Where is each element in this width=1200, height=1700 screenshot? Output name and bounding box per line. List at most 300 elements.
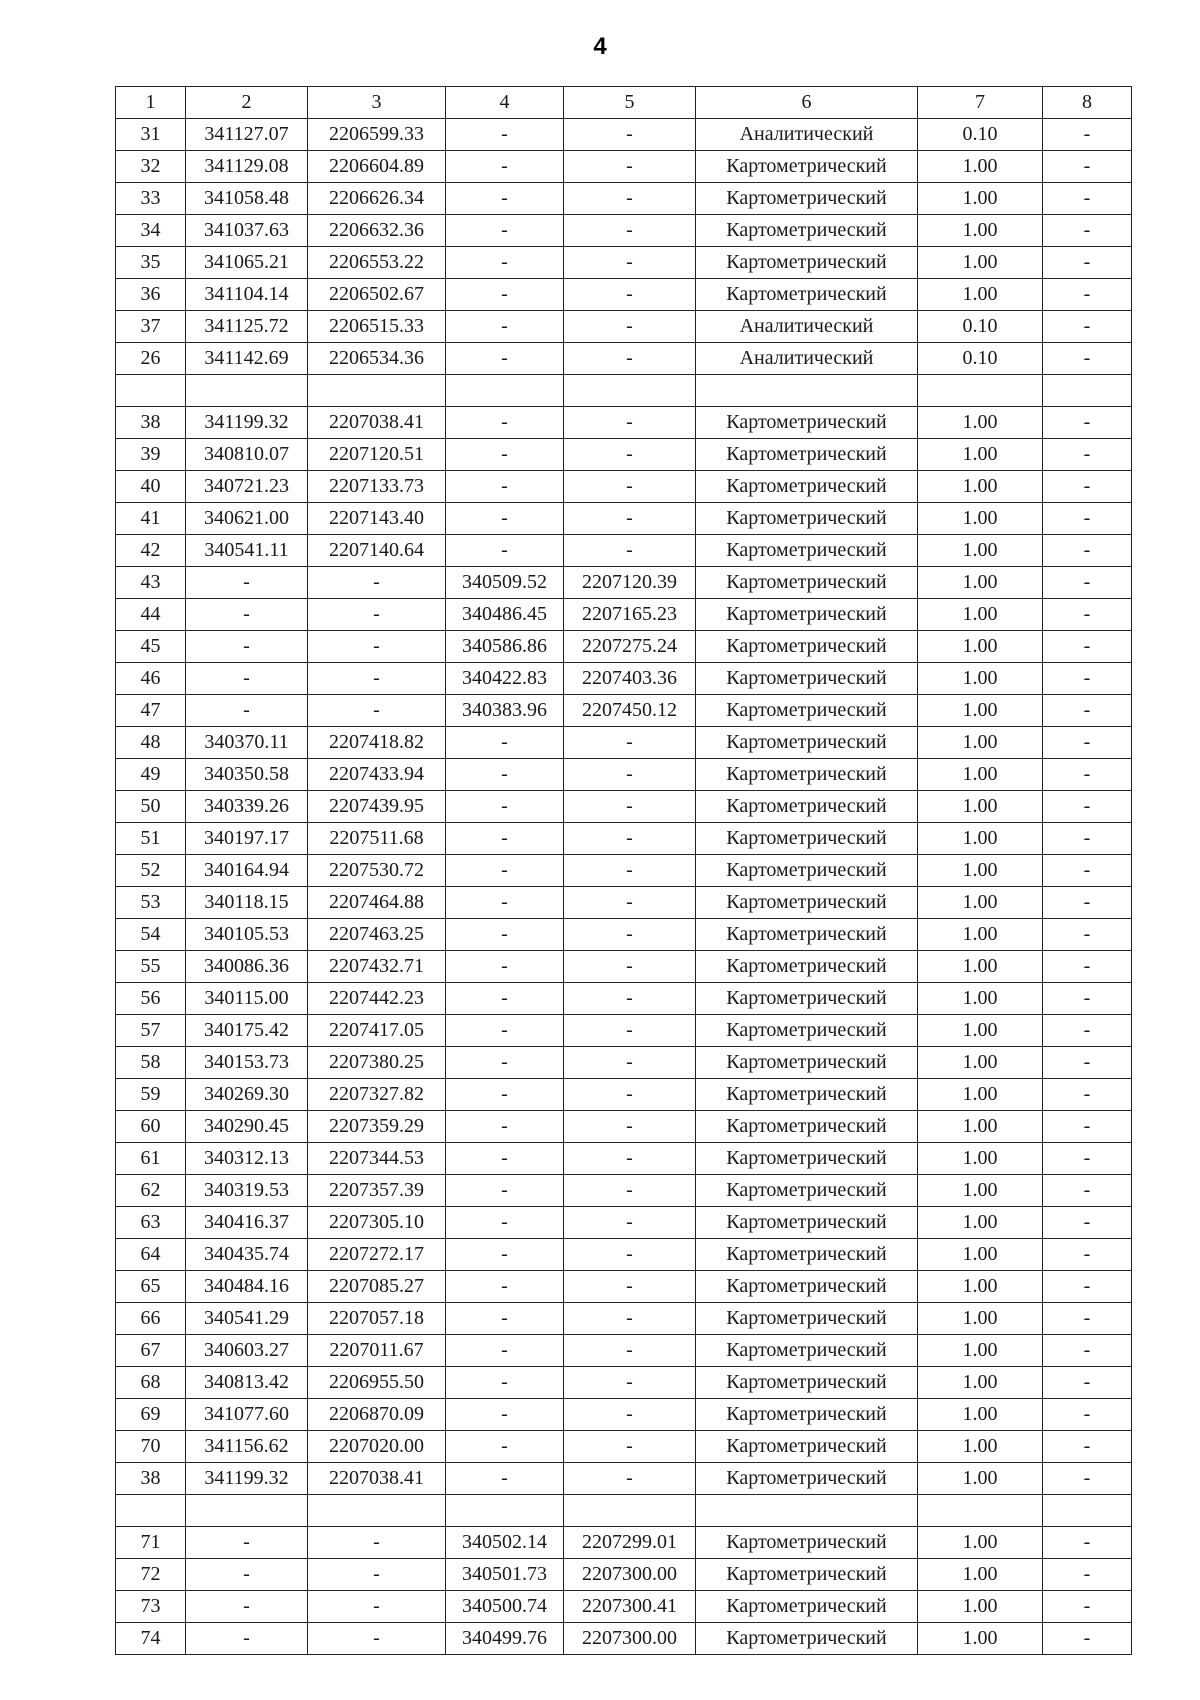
table-cell: 2206870.09 [308, 1399, 446, 1431]
table-cell: 36 [116, 279, 186, 311]
table-cell: 69 [116, 1399, 186, 1431]
table-cell: Картометрический [696, 471, 918, 503]
table-cell: 1.00 [918, 1431, 1043, 1463]
table-cell: 0.10 [918, 343, 1043, 375]
table-cell: 64 [116, 1239, 186, 1271]
table-cell: 1.00 [918, 471, 1043, 503]
table-cell: 31 [116, 119, 186, 151]
table-cell: 66 [116, 1303, 186, 1335]
table-cell: 2207300.41 [564, 1591, 696, 1623]
table-row [116, 375, 1132, 407]
table-row [116, 567, 1132, 599]
table-cell: 1.00 [918, 1303, 1043, 1335]
table-cell: - [308, 567, 446, 599]
table-row [116, 823, 1132, 855]
table-cell: - [564, 1399, 696, 1431]
table-cell: 34 [116, 215, 186, 247]
table-cell: Картометрический [696, 1271, 918, 1303]
table-cell: - [564, 1015, 696, 1047]
table-row [116, 119, 1132, 151]
table-cell: - [564, 1143, 696, 1175]
table-cell: - [446, 823, 564, 855]
table-cell: - [446, 1431, 564, 1463]
table-cell: 341104.14 [186, 279, 308, 311]
table-cell: 340383.96 [446, 695, 564, 727]
table-cell: - [1043, 119, 1132, 151]
table-cell: - [1043, 823, 1132, 855]
table-cell: 341077.60 [186, 1399, 308, 1431]
table-row [116, 215, 1132, 247]
table-cell: - [186, 567, 308, 599]
table-cell: 2207418.82 [308, 727, 446, 759]
table-cell: Картометрический [696, 695, 918, 727]
table-cell: 38 [116, 407, 186, 439]
table-cell: - [564, 823, 696, 855]
table-row [116, 1143, 1132, 1175]
table-cell: 65 [116, 1271, 186, 1303]
table-cell: - [564, 279, 696, 311]
table-cell: Картометрический [696, 855, 918, 887]
table-cell: - [564, 1431, 696, 1463]
table-cell: 341127.07 [186, 119, 308, 151]
table-cell: 1.00 [918, 1335, 1043, 1367]
table-cell: 340422.83 [446, 663, 564, 695]
table-cell: - [1043, 727, 1132, 759]
table-cell: Картометрический [696, 535, 918, 567]
table-cell: - [564, 983, 696, 1015]
table-cell: Картометрический [696, 983, 918, 1015]
table-cell [446, 1495, 564, 1527]
table-cell: 341037.63 [186, 215, 308, 247]
table-cell: - [564, 1271, 696, 1303]
table-cell: - [446, 503, 564, 535]
table-cell: 2207120.51 [308, 439, 446, 471]
table-cell [696, 1495, 918, 1527]
table-cell: - [446, 471, 564, 503]
table-cell: - [308, 1623, 446, 1655]
table-cell: 2206599.33 [308, 119, 446, 151]
table-row [116, 1303, 1132, 1335]
table-cell: 32 [116, 151, 186, 183]
table-cell: 2207359.29 [308, 1111, 446, 1143]
table-cell: - [564, 791, 696, 823]
table-cell: - [1043, 215, 1132, 247]
table-cell: Картометрический [696, 1399, 918, 1431]
table-cell: 2207432.71 [308, 951, 446, 983]
table-cell: 340541.29 [186, 1303, 308, 1335]
table-cell [308, 375, 446, 407]
table-cell: - [564, 951, 696, 983]
table-cell: Картометрический [696, 887, 918, 919]
table-cell: 2207463.25 [308, 919, 446, 951]
table-cell: - [308, 631, 446, 663]
table-row [116, 919, 1132, 951]
table-cell: 2207085.27 [308, 1271, 446, 1303]
table-cell: - [446, 727, 564, 759]
table-cell: 52 [116, 855, 186, 887]
table-cell: - [1043, 1175, 1132, 1207]
table-cell: Картометрический [696, 1111, 918, 1143]
table-cell: 340484.16 [186, 1271, 308, 1303]
header-cell: 8 [1043, 87, 1132, 119]
table-cell: - [1043, 1143, 1132, 1175]
table-row [116, 695, 1132, 727]
table-row [116, 1367, 1132, 1399]
table-cell: Картометрический [696, 1303, 918, 1335]
table-cell: - [308, 663, 446, 695]
table-cell [116, 1495, 186, 1527]
table-cell: - [446, 1207, 564, 1239]
table-cell: 57 [116, 1015, 186, 1047]
table-cell: Картометрический [696, 1079, 918, 1111]
table-cell: - [308, 599, 446, 631]
table-row [116, 631, 1132, 663]
table-cell: 340086.36 [186, 951, 308, 983]
table-cell: - [1043, 759, 1132, 791]
table-cell: 2207272.17 [308, 1239, 446, 1271]
table-cell: - [446, 1463, 564, 1495]
table-cell [446, 375, 564, 407]
table-cell [186, 1495, 308, 1527]
table-row [116, 727, 1132, 759]
table-cell: 340499.76 [446, 1623, 564, 1655]
table-cell: Картометрический [696, 1047, 918, 1079]
table-cell: 51 [116, 823, 186, 855]
table-row [116, 1399, 1132, 1431]
table-cell: 2207038.41 [308, 1463, 446, 1495]
table-cell: 341058.48 [186, 183, 308, 215]
table-cell: 1.00 [918, 1463, 1043, 1495]
table-cell: 340621.00 [186, 503, 308, 535]
table-cell: - [1043, 247, 1132, 279]
table-cell: Картометрический [696, 1591, 918, 1623]
table-cell: - [1043, 1207, 1132, 1239]
table-cell: Картометрический [696, 503, 918, 535]
table-cell: Картометрический [696, 951, 918, 983]
table-row [116, 1175, 1132, 1207]
table-cell: 340416.37 [186, 1207, 308, 1239]
table-cell: - [186, 599, 308, 631]
table-cell: - [564, 1047, 696, 1079]
table-row [116, 1079, 1132, 1111]
table-row [116, 1527, 1132, 1559]
table-cell: 2207442.23 [308, 983, 446, 1015]
table-cell: - [1043, 1111, 1132, 1143]
table-cell: 1.00 [918, 1111, 1043, 1143]
table-cell: 1.00 [918, 599, 1043, 631]
table-cell: 35 [116, 247, 186, 279]
table-cell: - [564, 1175, 696, 1207]
table-cell: - [564, 1239, 696, 1271]
table-cell: Картометрический [696, 215, 918, 247]
table-row [116, 1239, 1132, 1271]
table-cell: - [446, 343, 564, 375]
table-cell: Картометрический [696, 279, 918, 311]
table-cell: 2207300.00 [564, 1559, 696, 1591]
table-cell [564, 375, 696, 407]
table-cell: 74 [116, 1623, 186, 1655]
table-cell: - [446, 247, 564, 279]
table-cell: - [1043, 1431, 1132, 1463]
table-cell: 2207038.41 [308, 407, 446, 439]
table-cell: 340810.07 [186, 439, 308, 471]
table-cell [308, 1495, 446, 1527]
table-row [116, 247, 1132, 279]
table-cell: 2207511.68 [308, 823, 446, 855]
table-row [116, 1015, 1132, 1047]
table-cell: 59 [116, 1079, 186, 1111]
table-cell: - [1043, 1303, 1132, 1335]
table-cell: 2207417.05 [308, 1015, 446, 1047]
header-cell: 4 [446, 87, 564, 119]
table-cell: - [186, 1623, 308, 1655]
table-cell: 1.00 [918, 1623, 1043, 1655]
header-cell: 7 [918, 87, 1043, 119]
table-cell: - [1043, 1399, 1132, 1431]
table-cell: - [308, 1527, 446, 1559]
table-cell: 340435.74 [186, 1239, 308, 1271]
table-cell: 56 [116, 983, 186, 1015]
table-cell: Картометрический [696, 1527, 918, 1559]
table-cell: 46 [116, 663, 186, 695]
table-cell: - [564, 1335, 696, 1367]
table-row [116, 279, 1132, 311]
table-cell: - [1043, 919, 1132, 951]
table-cell: 341142.69 [186, 343, 308, 375]
table-cell: 67 [116, 1335, 186, 1367]
table-row [116, 183, 1132, 215]
header-cell: 3 [308, 87, 446, 119]
table-cell: 2207305.10 [308, 1207, 446, 1239]
table-cell: 1.00 [918, 183, 1043, 215]
table-cell: 340290.45 [186, 1111, 308, 1143]
table-cell: - [564, 1367, 696, 1399]
table-cell: 341065.21 [186, 247, 308, 279]
header-cell: 5 [564, 87, 696, 119]
table-cell [564, 1495, 696, 1527]
table-cell: 340197.17 [186, 823, 308, 855]
table-cell: 1.00 [918, 951, 1043, 983]
table-cell: Картометрический [696, 1335, 918, 1367]
header-cell: 2 [186, 87, 308, 119]
table-cell: 2207344.53 [308, 1143, 446, 1175]
table-cell [918, 375, 1043, 407]
table-row [116, 855, 1132, 887]
table-cell: Картометрический [696, 759, 918, 791]
table-cell: Картометрический [696, 1623, 918, 1655]
table-cell: - [1043, 343, 1132, 375]
table-cell: 2207020.00 [308, 1431, 446, 1463]
table-cell: 340115.00 [186, 983, 308, 1015]
table-cell: 53 [116, 887, 186, 919]
table-row [116, 311, 1132, 343]
table-cell: 26 [116, 343, 186, 375]
table-row [116, 1431, 1132, 1463]
table-cell: Картометрический [696, 1207, 918, 1239]
table-cell: - [446, 1175, 564, 1207]
header-cell: 1 [116, 87, 186, 119]
table-row [116, 1111, 1132, 1143]
table-cell: - [186, 631, 308, 663]
table-row [116, 759, 1132, 791]
table-cell: Аналитический [696, 343, 918, 375]
table-cell: - [446, 1239, 564, 1271]
table-cell: - [446, 1143, 564, 1175]
table-cell: 340541.11 [186, 535, 308, 567]
table-cell: - [446, 1399, 564, 1431]
table-cell: 340509.52 [446, 567, 564, 599]
table-cell: - [564, 407, 696, 439]
table-cell: - [564, 311, 696, 343]
table-row [116, 1495, 1132, 1527]
table-cell: 73 [116, 1591, 186, 1623]
table-cell: - [564, 535, 696, 567]
table-cell [1043, 375, 1132, 407]
table-cell: - [446, 1303, 564, 1335]
table-cell: Картометрический [696, 1015, 918, 1047]
table-cell: - [446, 407, 564, 439]
table-cell: Картометрический [696, 663, 918, 695]
table-cell: 2206955.50 [308, 1367, 446, 1399]
table-cell: 2207357.39 [308, 1175, 446, 1207]
table-cell: - [564, 151, 696, 183]
table-cell: - [1043, 471, 1132, 503]
table-cell: 1.00 [918, 567, 1043, 599]
table-cell: - [1043, 567, 1132, 599]
table-cell: - [564, 1303, 696, 1335]
table-cell: 68 [116, 1367, 186, 1399]
table-cell: 1.00 [918, 1207, 1043, 1239]
table-cell: Картометрический [696, 1367, 918, 1399]
table-cell: - [446, 1047, 564, 1079]
table-cell: - [446, 919, 564, 951]
table-cell: 340312.13 [186, 1143, 308, 1175]
table-cell: 1.00 [918, 1527, 1043, 1559]
table-row [116, 599, 1132, 631]
table-cell: - [1043, 439, 1132, 471]
table-cell: 1.00 [918, 151, 1043, 183]
table-cell: - [186, 695, 308, 727]
table-cell: 41 [116, 503, 186, 535]
table-cell: 1.00 [918, 1015, 1043, 1047]
table-cell: - [1043, 1271, 1132, 1303]
table-row [116, 1047, 1132, 1079]
table-cell: 340500.74 [446, 1591, 564, 1623]
table-cell: 340586.86 [446, 631, 564, 663]
table-cell: - [446, 535, 564, 567]
table-row [116, 407, 1132, 439]
table-cell: - [1043, 535, 1132, 567]
table-cell: - [564, 727, 696, 759]
table-cell: 1.00 [918, 1591, 1043, 1623]
table-body [116, 119, 1132, 1655]
table-cell: 72 [116, 1559, 186, 1591]
table-cell: 2207403.36 [564, 663, 696, 695]
table-cell [918, 1495, 1043, 1527]
table-cell: - [446, 759, 564, 791]
table-cell: - [446, 311, 564, 343]
table-cell: Картометрический [696, 439, 918, 471]
table-cell: Картометрический [696, 1239, 918, 1271]
table-cell: 1.00 [918, 919, 1043, 951]
header-cell: 6 [696, 87, 918, 119]
table-cell: - [564, 119, 696, 151]
table-cell: - [446, 215, 564, 247]
table-cell: Картометрический [696, 183, 918, 215]
table-cell: - [446, 1111, 564, 1143]
table-cell: - [1043, 983, 1132, 1015]
table-cell: 340319.53 [186, 1175, 308, 1207]
table-row [116, 1463, 1132, 1495]
table-cell: - [1043, 791, 1132, 823]
table-cell: - [1043, 183, 1132, 215]
table-cell: 48 [116, 727, 186, 759]
table-cell: - [1043, 1079, 1132, 1111]
table-cell: Картометрический [696, 151, 918, 183]
table-cell: - [1043, 503, 1132, 535]
table-row [116, 1271, 1132, 1303]
table-cell: 340339.26 [186, 791, 308, 823]
table-cell: Аналитический [696, 311, 918, 343]
table-cell: - [564, 439, 696, 471]
table-cell: 340105.53 [186, 919, 308, 951]
table-cell: 55 [116, 951, 186, 983]
table-cell: 1.00 [918, 1559, 1043, 1591]
table-cell: - [446, 183, 564, 215]
page-number: 4 [593, 33, 607, 60]
table-cell: - [564, 1079, 696, 1111]
table-cell: 2207120.39 [564, 567, 696, 599]
table-cell: - [446, 855, 564, 887]
table-cell: 1.00 [918, 631, 1043, 663]
table-cell: 340350.58 [186, 759, 308, 791]
table-cell: - [446, 1271, 564, 1303]
table-row [116, 1623, 1132, 1655]
table-cell: - [446, 119, 564, 151]
table-cell: - [1043, 887, 1132, 919]
table-row [116, 983, 1132, 1015]
table-cell: 1.00 [918, 1399, 1043, 1431]
table-cell: - [186, 1559, 308, 1591]
table-cell: Картометрический [696, 599, 918, 631]
table-cell [696, 375, 918, 407]
table-cell: 1.00 [918, 1271, 1043, 1303]
table-cell: - [1043, 1559, 1132, 1591]
table-cell: Картометрический [696, 823, 918, 855]
table-row [116, 439, 1132, 471]
table-cell: 1.00 [918, 759, 1043, 791]
table-cell: 1.00 [918, 823, 1043, 855]
table-cell: - [446, 1079, 564, 1111]
table-cell: 1.00 [918, 695, 1043, 727]
table-cell: 42 [116, 535, 186, 567]
table-cell: - [186, 1591, 308, 1623]
table-cell: - [564, 503, 696, 535]
table-cell: - [564, 1463, 696, 1495]
table-cell: 340501.73 [446, 1559, 564, 1591]
table-cell: 37 [116, 311, 186, 343]
table-cell: - [1043, 855, 1132, 887]
table-cell: - [564, 1111, 696, 1143]
table-cell: Аналитический [696, 119, 918, 151]
table-cell: 2207143.40 [308, 503, 446, 535]
table-cell: 340118.15 [186, 887, 308, 919]
table-cell [186, 375, 308, 407]
table-cell: Картометрический [696, 919, 918, 951]
table-cell: 1.00 [918, 535, 1043, 567]
table-cell: 58 [116, 1047, 186, 1079]
table-cell: 1.00 [918, 503, 1043, 535]
